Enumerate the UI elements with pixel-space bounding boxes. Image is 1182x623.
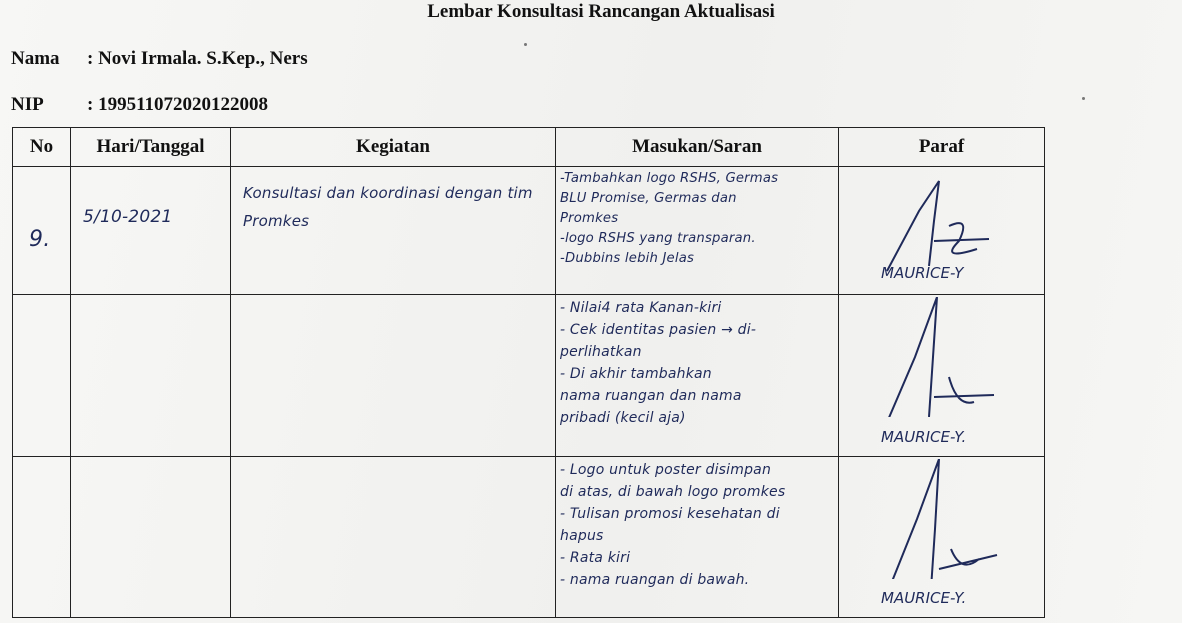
feedback-list	[560, 169, 838, 269]
cell-no	[13, 457, 71, 618]
cell-masukan	[556, 295, 839, 457]
cell-kegiatan	[231, 167, 556, 295]
signature-image	[879, 459, 1039, 579]
scan-speck	[524, 43, 527, 46]
cell-paraf	[839, 295, 1045, 457]
feedback-item: - Nilai4 rata Kanan-kiri	[560, 300, 722, 316]
signature-image	[879, 297, 1039, 417]
feedback-item: -Tambahkan logo RSHS, Germas	[560, 171, 779, 186]
feedback-item: nama ruangan dan nama	[560, 388, 742, 404]
header-no: No	[13, 128, 71, 167]
header-paraf: Paraf	[839, 128, 1045, 167]
cell-masukan	[556, 167, 839, 295]
header-masukan: Masukan/Saran	[556, 128, 839, 167]
feedback-item: - Logo untuk poster disimpan	[560, 462, 772, 478]
cell-paraf	[839, 167, 1045, 295]
row-number: 9.	[29, 227, 51, 252]
table-header-row	[13, 128, 1045, 167]
cell-kegiatan	[231, 457, 556, 618]
table-row	[13, 457, 1045, 618]
consultation-table	[12, 127, 1045, 618]
cell-tanggal	[71, 457, 231, 618]
nip-value: : 199511072020122008	[87, 94, 269, 115]
paraf-name: MAURICE-Y.	[881, 589, 967, 607]
cell-kegiatan	[231, 295, 556, 457]
paraf-name: MAURICE-Y.	[881, 428, 967, 446]
feedback-item: - Cek identitas pasien → di-	[560, 322, 757, 338]
scan-speck	[1082, 97, 1085, 100]
nama-label: Nama	[11, 48, 60, 69]
feedback-item: hapus	[560, 528, 604, 544]
feedback-item: Promkes	[560, 211, 619, 226]
cell-tanggal	[71, 167, 231, 295]
header-kegiatan: Kegiatan	[231, 128, 556, 167]
cell-no	[13, 295, 71, 457]
cell-paraf	[839, 457, 1045, 618]
feedback-item: perlihatkan	[560, 344, 642, 360]
feedback-item: -Dubbins lebih Jelas	[560, 251, 695, 266]
feedback-list	[560, 297, 838, 429]
feedback-item: - Rata kiri	[560, 550, 631, 566]
cell-tanggal	[71, 295, 231, 457]
feedback-list	[560, 459, 838, 591]
feedback-item: - nama ruangan di bawah.	[560, 572, 750, 588]
feedback-item: - Di akhir tambahkan	[560, 366, 712, 382]
cell-no	[13, 167, 71, 295]
cell-masukan	[556, 457, 839, 618]
nip-label: NIP	[11, 94, 44, 115]
document-title: Lembar Konsultasi Rancangan Aktualisasi	[427, 1, 775, 22]
nip-row	[11, 94, 268, 116]
paraf-name: MAURICE-Y	[881, 264, 964, 282]
row-date: 5/10-2021	[83, 207, 173, 227]
table-row	[13, 295, 1045, 457]
feedback-item: -logo RSHS yang transparan.	[560, 231, 756, 246]
header-tanggal: Hari/Tanggal	[71, 128, 231, 167]
feedback-item: di atas, di bawah logo promkes	[560, 484, 786, 500]
feedback-item: BLU Promise, Germas dan	[560, 191, 737, 206]
nama-row	[11, 48, 308, 70]
feedback-item: pribadi (kecil aja)	[560, 410, 686, 426]
row-activity: Konsultasi dan koordinasi dengan tim Promkes	[243, 184, 533, 230]
nama-value: : Novi Irmala. S.Kep., Ners	[87, 48, 308, 69]
feedback-item: - Tulisan promosi kesehatan di	[560, 506, 780, 522]
table-row	[13, 167, 1045, 295]
